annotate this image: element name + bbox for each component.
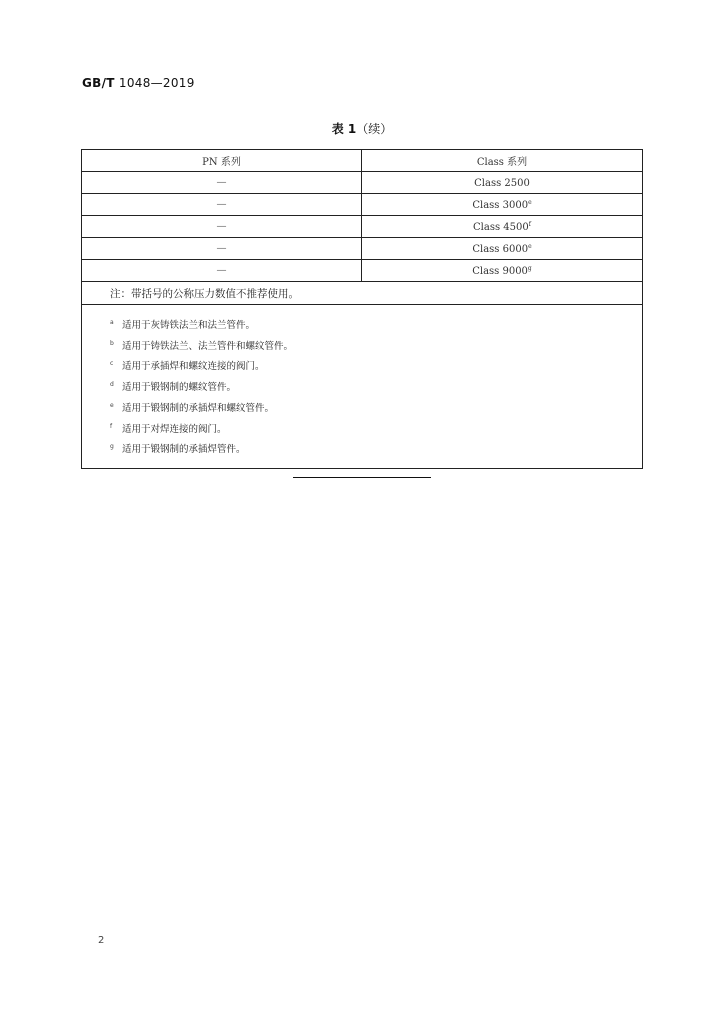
pn-cell: — (82, 216, 362, 238)
footnote-text: 适用于灰铸铁法兰和法兰管件。 (122, 320, 256, 331)
footnote-text: 适用于锻钢制的承插焊和螺纹管件。 (122, 402, 275, 414)
class-value: Class 3000 (472, 199, 529, 211)
pn-cell: — (82, 172, 362, 194)
footnote-ref: g (527, 264, 532, 272)
table-note: 注：带括号的公称压力数值不推荐使用。 (82, 282, 643, 305)
footnote-mark: f (110, 422, 113, 430)
footnote-mark: b (110, 339, 114, 347)
end-of-standard-rule (293, 477, 431, 478)
footnote-item (110, 335, 642, 356)
pressure-class-table (81, 149, 643, 469)
standard-code: GB/T (82, 76, 115, 90)
pn-cell: — (82, 194, 362, 216)
table-row (82, 194, 643, 216)
footnote-item (110, 397, 642, 418)
table-label: 表 1 (331, 122, 357, 136)
footnote-item (110, 314, 642, 335)
footnote-item (110, 355, 642, 376)
footnote-item (110, 376, 642, 397)
table-row (82, 216, 643, 238)
table-footnotes-row (82, 305, 643, 469)
footnote-mark: g (110, 443, 114, 451)
table-title (0, 120, 724, 137)
footnote-text: 适用于锻钢制的螺纹管件。 (122, 382, 237, 394)
footnote-ref: f (528, 220, 531, 228)
footnote-ref: e (528, 242, 532, 250)
footnote-mark: a (110, 319, 114, 326)
pn-cell: — (82, 260, 362, 282)
pn-cell: — (82, 238, 362, 260)
footnote-item (110, 418, 642, 439)
footnote-mark: c (110, 360, 114, 368)
column-header-class: Class 系列 (362, 150, 643, 172)
table-row (82, 238, 643, 260)
column-header-pn: PN 系列 (82, 150, 362, 172)
class-cell (362, 260, 643, 282)
standard-number: 1048—2019 (118, 76, 195, 90)
class-value: Class 2500 (474, 177, 530, 189)
footnote-mark: e (110, 401, 114, 409)
class-value: Class 9000 (472, 265, 528, 277)
footnote-ref: e (528, 198, 532, 206)
class-cell (362, 194, 643, 216)
table-note-row (82, 282, 643, 305)
table-row (82, 260, 643, 282)
footnote-item (110, 438, 642, 459)
footnote-text: 适用于对焊连接的阀门。 (122, 423, 227, 435)
footnote-text: 适用于铸铁法兰、法兰管件和螺纹管件。 (122, 340, 294, 352)
table-continued: （续） (356, 122, 393, 136)
footnotes (82, 305, 643, 469)
class-value: Class 6000 (472, 243, 529, 255)
page-number: 2 (98, 935, 105, 946)
class-value: Class 4500 (473, 221, 529, 233)
class-cell (362, 216, 643, 238)
table-header-row (82, 150, 643, 172)
standard-header (82, 76, 195, 90)
class-cell (362, 238, 643, 260)
footnote-text: 适用于锻钢制的承插焊管件。 (122, 444, 246, 456)
table-row (82, 172, 643, 194)
class-cell (362, 172, 643, 194)
footnote-text: 适用于承插焊和螺纹连接的阀门。 (122, 361, 265, 373)
footnote-mark: d (110, 381, 114, 389)
